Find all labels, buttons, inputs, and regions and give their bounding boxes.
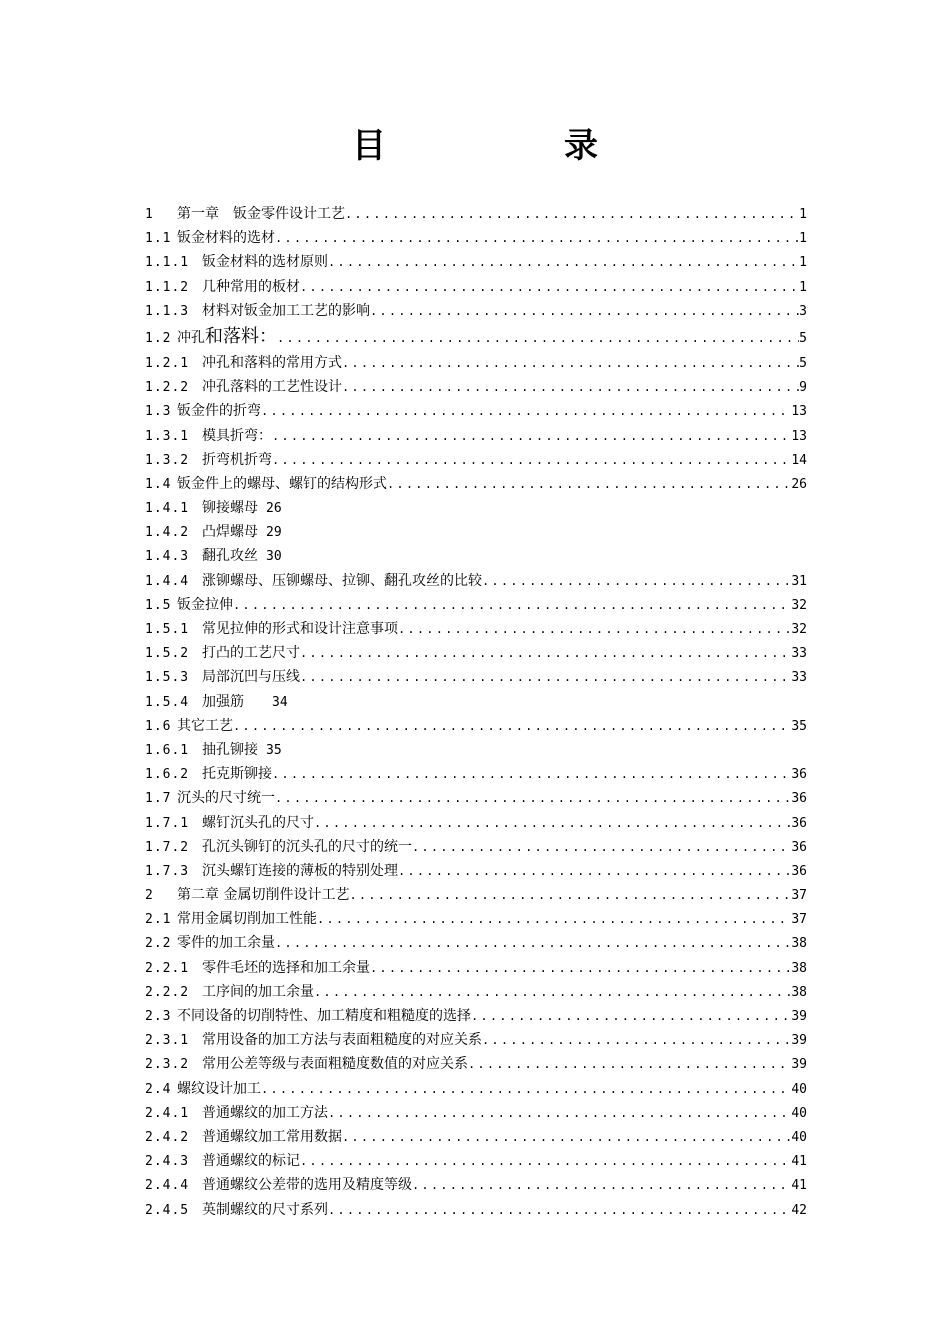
toc-entry-page-number: 5 bbox=[799, 355, 807, 371]
toc-entry-title-text: 普通螺纹公差带的选用及精度等级 bbox=[202, 1177, 412, 1194]
toc-entry-title-text: 铆接螺母 bbox=[202, 500, 258, 517]
toc-entry-title-text: 沉头的尺寸统一 bbox=[177, 790, 275, 807]
toc-entry-title-text: 模具折弯： bbox=[202, 427, 272, 444]
toc-entry-number: 1.7.2 bbox=[145, 839, 190, 855]
toc-entry[interactable] bbox=[145, 931, 807, 955]
toc-entry-number: 1.2.2 bbox=[145, 380, 190, 396]
toc-entry-page-number: 36 bbox=[791, 767, 807, 783]
toc-entry-number: 2.3 bbox=[145, 1009, 172, 1024]
toc-entry-title-text: 局部沉凹与压线 bbox=[202, 669, 300, 686]
toc-entry-title bbox=[202, 956, 370, 980]
toc-entry-title bbox=[177, 931, 275, 955]
toc-entry-title-text: 螺纹设计加工 bbox=[177, 1080, 261, 1097]
toc-entry-title bbox=[202, 1198, 328, 1222]
toc-entry-page-number: 34 bbox=[272, 694, 288, 710]
toc-entry-title-text: 翻孔攻丝 bbox=[202, 548, 258, 565]
toc-entry-title-text: 冲孔落料的工艺性设计 bbox=[202, 379, 342, 396]
toc-entry-title-text: 钣金件的折弯 bbox=[177, 403, 261, 420]
toc-entry-number: 1.5.3 bbox=[145, 670, 190, 686]
toc-entry-title bbox=[202, 1028, 482, 1052]
toc-entry[interactable] bbox=[145, 786, 807, 810]
toc-entry-title bbox=[202, 811, 314, 835]
toc-entry-number: 2.4 bbox=[145, 1081, 172, 1097]
toc-entry[interactable] bbox=[145, 811, 807, 835]
toc-entry-number: 1.1.3 bbox=[145, 303, 190, 319]
toc-entry-title-text: 普通螺纹加工常用数据 bbox=[202, 1128, 342, 1145]
toc-dot-leader bbox=[328, 1198, 791, 1222]
toc-entry-page-number: 30 bbox=[266, 549, 282, 565]
toc-entry-page-number: 13 bbox=[791, 428, 807, 444]
toc-entry-page-number: 42 bbox=[791, 1202, 807, 1218]
toc-entry-number: 2.2.2 bbox=[145, 984, 190, 1000]
toc-entry-number: 1.3 bbox=[145, 404, 172, 420]
toc-entry-page-number: 37 bbox=[791, 888, 807, 904]
toc-entry[interactable] bbox=[145, 690, 807, 714]
toc-entry-title bbox=[177, 202, 345, 226]
toc-entry[interactable] bbox=[145, 714, 807, 738]
toc-entry[interactable] bbox=[145, 1028, 807, 1052]
toc-entry-page-number: 1 bbox=[799, 279, 807, 295]
toc-dot-leader bbox=[275, 931, 791, 955]
toc-entry-title-text: 普通螺纹的标记 bbox=[202, 1153, 300, 1170]
toc-entry[interactable] bbox=[145, 1052, 807, 1076]
toc-entry-page-number: 13 bbox=[791, 404, 807, 420]
toc-dot-leader bbox=[233, 714, 791, 738]
toc-entry-title bbox=[202, 738, 258, 762]
toc-entry-title bbox=[177, 714, 233, 738]
toc-entry-title bbox=[202, 1173, 412, 1197]
toc-entry[interactable] bbox=[145, 641, 807, 665]
toc-entry-title-text: 零件毛坯的选择和加工余量 bbox=[202, 959, 370, 976]
toc-entry-number: 1.5.4 bbox=[145, 694, 190, 710]
toc-dot-leader bbox=[272, 448, 791, 472]
toc-dot-leader bbox=[328, 1101, 791, 1125]
toc-entry-page-number: 33 bbox=[791, 646, 807, 662]
toc-entry-title bbox=[202, 275, 300, 299]
toc-entry-number: 1.4 bbox=[145, 476, 172, 492]
toc-entry-page-number: 35 bbox=[791, 718, 807, 734]
toc-entry-page-number: 37 bbox=[791, 912, 807, 928]
toc-entry-page-number: 26 bbox=[791, 476, 807, 492]
toc-entry-number: 2.4.5 bbox=[145, 1202, 190, 1218]
toc-entry-title bbox=[177, 883, 349, 907]
toc-entry-page-number: 36 bbox=[791, 863, 807, 879]
toc-entry-title bbox=[202, 1052, 468, 1076]
toc-entry-title-text: 材料对钣金加工工艺的影响 bbox=[202, 302, 370, 319]
toc-entry[interactable] bbox=[145, 424, 807, 448]
toc-dot-leader bbox=[370, 956, 791, 980]
toc-entry-number: 2.2 bbox=[145, 936, 172, 952]
toc-entry-title-text: 钣金材料的选材 bbox=[177, 230, 275, 247]
toc-dot-leader bbox=[471, 1004, 791, 1028]
toc-entry-title bbox=[202, 1101, 328, 1125]
toc-entry-page-number: 41 bbox=[791, 1154, 807, 1170]
toc-entry[interactable] bbox=[145, 472, 807, 496]
toc-entry[interactable] bbox=[145, 1101, 807, 1125]
toc-dot-leader bbox=[349, 883, 791, 907]
toc-dot-leader bbox=[468, 1052, 791, 1076]
toc-entry-page-number: 38 bbox=[791, 960, 807, 976]
toc-entry-title bbox=[202, 617, 398, 641]
toc-dot-leader bbox=[277, 324, 799, 351]
toc-dot-leader bbox=[300, 1149, 791, 1173]
toc-entry-title bbox=[202, 250, 328, 274]
toc-entry[interactable] bbox=[145, 375, 807, 399]
toc-entry-number: 2.1 bbox=[145, 912, 172, 928]
toc-dot-leader bbox=[300, 275, 799, 299]
toc-entry-title-text: 折弯机折弯 bbox=[202, 451, 272, 468]
toc-entry-title bbox=[202, 980, 314, 1004]
toc-entry-page-number: 26 bbox=[266, 501, 282, 517]
toc-dot-leader bbox=[342, 351, 799, 375]
toc-entry[interactable] bbox=[145, 1125, 807, 1149]
toc-entry-title-text: 常用金属切削加工性能 bbox=[177, 911, 317, 928]
toc-dot-leader bbox=[261, 399, 791, 423]
toc-entry-title-text: 零件的加工余量 bbox=[177, 935, 275, 952]
toc-entry-title bbox=[202, 299, 370, 323]
toc-entry-number: 1.6.1 bbox=[145, 742, 190, 758]
toc-entry-number: 1.6 bbox=[145, 718, 172, 734]
toc-entry[interactable] bbox=[145, 250, 807, 274]
toc-entry-title bbox=[202, 690, 244, 714]
toc-entry-number: 1.5.2 bbox=[145, 646, 190, 662]
toc-entry[interactable] bbox=[145, 520, 807, 544]
toc-entry-title-text: 涨铆螺母、压铆螺母、拉铆、翻孔攻丝的比较 bbox=[202, 572, 482, 589]
toc-entry[interactable] bbox=[145, 1149, 807, 1173]
toc-entry-title-text: 钣金拉伸 bbox=[177, 596, 233, 613]
toc-entry-title-text: 几种常用的板材 bbox=[202, 278, 300, 295]
toc-entry-number: 1.4.2 bbox=[145, 525, 190, 541]
toc-entry-number: 2 bbox=[145, 888, 154, 904]
toc-entry[interactable] bbox=[145, 299, 807, 323]
toc-entry-page-number: 32 bbox=[791, 622, 807, 637]
toc-entry-title bbox=[177, 593, 233, 617]
toc-dot-leader bbox=[342, 1125, 791, 1149]
toc-entry-title-text: 打凸的工艺尺寸 bbox=[202, 645, 300, 662]
toc-entry[interactable] bbox=[145, 835, 807, 859]
toc-entry-number: 1.1 bbox=[145, 231, 172, 247]
toc-entry-page-number: 36 bbox=[791, 839, 807, 855]
toc-dot-leader bbox=[317, 907, 791, 931]
toc-entry-number: 1.5.1 bbox=[145, 622, 190, 637]
toc-dot-leader bbox=[398, 859, 791, 883]
page-title: 目 录 bbox=[352, 126, 670, 166]
toc-entry-title-text: 沉头螺钉连接的薄板的特别处理 bbox=[202, 862, 398, 879]
toc-entry-number: 1.7.3 bbox=[145, 863, 190, 879]
toc-entry[interactable] bbox=[145, 617, 807, 641]
toc-dot-leader bbox=[398, 617, 791, 641]
toc-entry-page-number: 38 bbox=[791, 984, 807, 1000]
toc-entry[interactable] bbox=[145, 351, 807, 375]
toc-entry-number: 1.3.2 bbox=[145, 452, 190, 468]
toc-entry-title-text: 孔沉头铆钉的沉头孔的尺寸的统一 bbox=[202, 838, 412, 855]
toc-entry-title-text: 冲孔和落料的常用方式 bbox=[202, 354, 342, 371]
toc-dot-leader bbox=[314, 811, 791, 835]
toc-entry-page-number: 5 bbox=[799, 330, 807, 346]
toc-dot-leader bbox=[342, 375, 799, 399]
toc-entry-page-number: 1 bbox=[799, 255, 807, 271]
toc-entry-page-number: 31 bbox=[791, 573, 807, 589]
toc-entry-number: 1.7.1 bbox=[145, 815, 190, 831]
toc-dot-leader bbox=[328, 250, 799, 274]
toc-entry-number: 1.2 bbox=[145, 330, 172, 346]
toc-entry-number: 1.4.3 bbox=[145, 549, 190, 565]
toc-entry-page-number: 40 bbox=[791, 1105, 807, 1121]
toc-entry-title bbox=[202, 1125, 342, 1149]
toc-entry-title-text: 凸焊螺母 bbox=[202, 524, 258, 541]
toc-entry[interactable] bbox=[145, 1173, 807, 1197]
toc-entry[interactable] bbox=[145, 665, 807, 689]
toc-dot-leader bbox=[482, 1028, 791, 1052]
toc-entry-title bbox=[177, 323, 277, 351]
toc-entry-title-text: 普通螺纹的加工方法 bbox=[202, 1104, 328, 1121]
toc-entry-number: 2.2.1 bbox=[145, 960, 190, 976]
toc-entry[interactable] bbox=[145, 762, 807, 786]
toc-entry[interactable] bbox=[145, 980, 807, 1004]
toc-entry-page-number: 35 bbox=[266, 742, 282, 758]
toc-entry-number: 2.4.3 bbox=[145, 1154, 190, 1170]
toc-entry[interactable] bbox=[145, 275, 807, 299]
toc-entry[interactable] bbox=[145, 593, 807, 617]
toc-entry-page-number: 38 bbox=[791, 936, 807, 952]
toc-entry-title-text: 托克斯铆接 bbox=[202, 766, 272, 783]
toc-entry-title-text: 工序间的加工余量 bbox=[202, 983, 314, 1000]
toc-entry-number: 1.5 bbox=[145, 597, 172, 613]
toc-entry-number: 1 bbox=[145, 207, 154, 222]
toc-dot-leader bbox=[412, 835, 791, 859]
toc-dot-leader bbox=[272, 762, 791, 786]
toc-entry-title-text: 不同设备的切削特性、加工精度和粗糙度的选择 bbox=[177, 1008, 471, 1024]
toc-entry-number: 2.4.1 bbox=[145, 1105, 190, 1121]
toc-dot-leader bbox=[275, 786, 791, 810]
toc-entry-title bbox=[202, 520, 258, 544]
toc-entry-page-number: 29 bbox=[266, 525, 282, 541]
toc-entry-page-number: 39 bbox=[791, 1009, 807, 1024]
toc-dot-leader bbox=[300, 641, 791, 665]
toc-entry-title bbox=[177, 1077, 261, 1101]
toc-entry-number: 2.3.2 bbox=[145, 1057, 190, 1073]
toc-entry[interactable] bbox=[145, 202, 807, 226]
toc-entry[interactable] bbox=[145, 1004, 807, 1028]
toc-entry-title bbox=[202, 835, 412, 859]
toc-entry-number: 1.4.4 bbox=[145, 573, 190, 589]
toc-entry[interactable] bbox=[145, 448, 807, 472]
toc-entry-title bbox=[177, 472, 387, 496]
toc-entry-title-text: 常用公差等级与表面粗糙度数值的对应关系 bbox=[202, 1056, 468, 1073]
toc-entry-title bbox=[202, 665, 300, 689]
toc-entry-page-number: 36 bbox=[791, 815, 807, 831]
toc-entry-title bbox=[177, 226, 275, 250]
toc-entry-page-number: 14 bbox=[791, 452, 807, 468]
toc-entry-page-number: 1 bbox=[799, 231, 807, 247]
toc-entry-title bbox=[177, 907, 317, 931]
toc-entry[interactable] bbox=[145, 859, 807, 883]
toc-entry-title-text: 常见拉伸的形式和设计注意事项 bbox=[202, 621, 398, 637]
toc-entry-number: 1.2.1 bbox=[145, 355, 190, 371]
toc-entry-title-text: 抽孔铆接 bbox=[202, 741, 258, 758]
toc-entry-number: 2.3.1 bbox=[145, 1033, 190, 1049]
toc-entry[interactable] bbox=[145, 956, 807, 980]
toc-entry[interactable] bbox=[145, 738, 807, 762]
toc-entry-title bbox=[202, 424, 272, 448]
toc-entry-title bbox=[202, 762, 272, 786]
toc-entry-page-number: 1 bbox=[799, 207, 807, 222]
toc-entry-title-text: 螺钉沉头孔的尺寸 bbox=[202, 814, 314, 831]
toc-entry[interactable] bbox=[145, 399, 807, 423]
toc-dot-leader bbox=[345, 202, 799, 226]
toc-dot-leader bbox=[387, 472, 791, 496]
toc-entry-title bbox=[202, 544, 258, 568]
toc-dot-leader bbox=[275, 226, 799, 250]
toc-entry-title-text: 英制螺纹的尺寸系列 bbox=[202, 1201, 328, 1218]
toc-entry-number: 1.6.2 bbox=[145, 767, 190, 783]
toc-entry-page-number: 41 bbox=[791, 1178, 807, 1194]
toc-dot-leader bbox=[233, 593, 791, 617]
toc-entry-page-number: 9 bbox=[799, 380, 807, 396]
toc-entry-page-number: 32 bbox=[791, 597, 807, 613]
toc-entry-title-text: 第二章 金属切削件设计工艺 bbox=[177, 887, 350, 904]
toc-entry-title bbox=[202, 496, 258, 520]
toc-entry[interactable] bbox=[145, 496, 807, 520]
toc-entry-title bbox=[202, 351, 342, 375]
toc-entry-page-number: 36 bbox=[791, 791, 807, 807]
toc-entry-title-text: 钣金材料的选材原则 bbox=[202, 254, 328, 271]
toc-entry-page-number: 39 bbox=[791, 1057, 807, 1073]
table-of-contents bbox=[145, 202, 807, 1222]
toc-entry-title-text: 其它工艺 bbox=[177, 717, 233, 734]
toc-entry-number: 1.1.2 bbox=[145, 279, 190, 295]
toc-entry[interactable] bbox=[145, 883, 807, 907]
toc-dot-leader bbox=[272, 424, 791, 448]
toc-entry-page-number: 3 bbox=[799, 303, 807, 319]
toc-entry-page-number: 40 bbox=[791, 1081, 807, 1097]
toc-entry-title bbox=[177, 399, 261, 423]
toc-entry-title bbox=[202, 448, 272, 472]
toc-entry-title-text: 加强筋 bbox=[202, 693, 244, 710]
toc-dot-leader bbox=[370, 299, 799, 323]
toc-entry-number: 2.4.2 bbox=[145, 1129, 190, 1145]
toc-entry-title bbox=[177, 786, 275, 810]
toc-dot-leader bbox=[482, 569, 791, 593]
toc-entry-page-number: 39 bbox=[791, 1033, 807, 1049]
toc-entry-title bbox=[202, 859, 398, 883]
toc-entry-number: 1.1.1 bbox=[145, 255, 190, 271]
toc-entry-title-text: 第一章 钣金零件设计工艺 bbox=[177, 206, 345, 222]
toc-entry[interactable] bbox=[145, 544, 807, 568]
toc-dot-leader bbox=[261, 1077, 791, 1101]
toc-entry-title-text: 常用设备的加工方法与表面粗糙度的对应关系 bbox=[202, 1032, 482, 1049]
toc-entry[interactable] bbox=[145, 226, 807, 250]
toc-entry-title-large-text: 和落料： bbox=[205, 325, 277, 347]
toc-entry-title bbox=[202, 569, 482, 593]
toc-entry[interactable] bbox=[145, 907, 807, 931]
toc-entry-title bbox=[177, 1004, 471, 1028]
toc-entry[interactable] bbox=[145, 323, 807, 351]
toc-entry-title bbox=[202, 375, 342, 399]
toc-entry-page-number: 40 bbox=[791, 1129, 807, 1145]
toc-dot-leader bbox=[300, 665, 791, 689]
toc-entry-title bbox=[202, 1149, 300, 1173]
toc-entry-title-text: 钣金件上的螺母、螺钉的结构形式 bbox=[177, 475, 387, 492]
toc-dot-leader bbox=[412, 1173, 791, 1197]
toc-entry[interactable] bbox=[145, 569, 807, 593]
toc-dot-leader bbox=[314, 980, 791, 1004]
toc-entry-number: 1.7 bbox=[145, 791, 172, 807]
toc-entry-title-text: 冲孔 bbox=[177, 329, 205, 346]
toc-entry-page-number: 33 bbox=[791, 670, 807, 686]
toc-entry[interactable] bbox=[145, 1077, 807, 1101]
toc-entry-title bbox=[202, 641, 300, 665]
toc-entry[interactable] bbox=[145, 1198, 807, 1222]
toc-entry-number: 2.4.4 bbox=[145, 1178, 190, 1194]
toc-entry-number: 1.4.1 bbox=[145, 501, 190, 517]
toc-entry-number: 1.3.1 bbox=[145, 428, 190, 444]
